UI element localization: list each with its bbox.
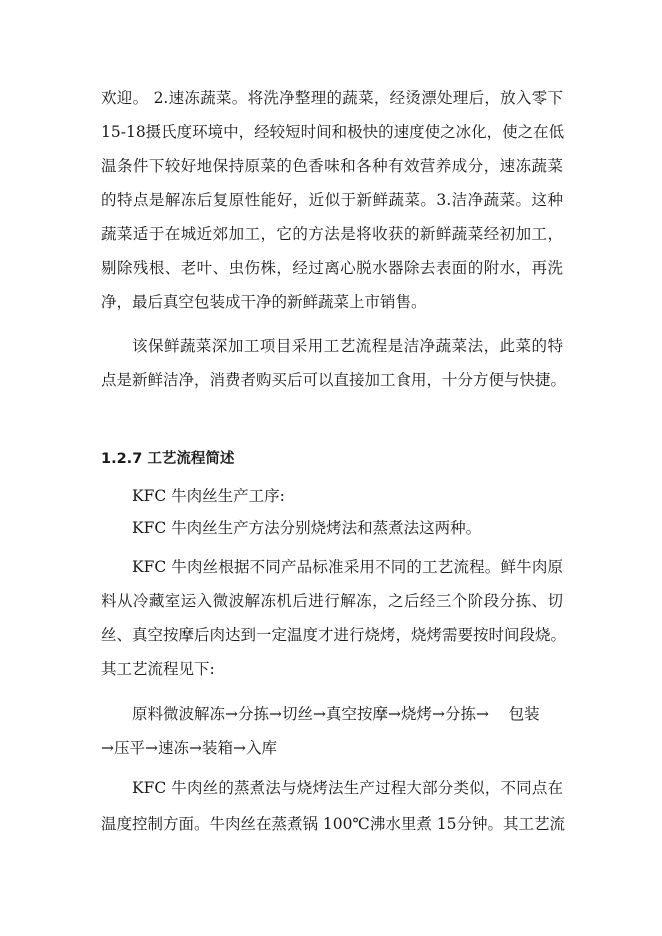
- paragraph-line: 丝、真空按摩后肉达到一定温度才进行烧烤，烧烤需要按时间段烧。: [101, 626, 567, 644]
- paragraph-line: 温条件下较好地保持原菜的色香味和各种有效营养成分，速冻蔬菜: [101, 157, 563, 175]
- flow-line: 原料微波解冻→分拣→切丝→真空按摩→烧烤→分拣→ 包装: [132, 705, 540, 723]
- paragraph-line: 料从冷藏室运入微波解冻机后进行解冻，之后经三个阶段分拣、切: [101, 592, 563, 610]
- paragraph-line: 点是新鲜洁净，消费者购买后可以直接加工食用，十分方便与快捷。: [101, 371, 567, 389]
- paragraph-line: KFC 牛肉丝的蒸煮法与烧烤法生产过程大部分类似，不同点在: [132, 779, 563, 797]
- paragraph-line: 的特点是解冻后复原性能好，近似于新鲜蔬菜。3.洁净蔬菜。这种: [101, 191, 563, 209]
- paragraph-line: 温度控制方面。牛肉丝在蒸煮锅 100℃沸水里煮 15分钟。其工艺流: [101, 815, 566, 833]
- paragraph-line: 净，最后真空包装成干净的新鲜蔬菜上市销售。: [101, 293, 427, 311]
- flow-line: →压平→速冻→装箱→入库: [101, 739, 277, 757]
- section-heading: 1.2.7 工艺流程简述: [101, 451, 235, 467]
- paragraph-line: 其工艺流程见下:: [101, 660, 215, 678]
- paragraph-line: KFC 牛肉丝生产工序:: [132, 487, 285, 505]
- paragraph-line: 剔除残根、老叶、虫伤株，经过离心脱水器除去表面的附水，再洗: [101, 259, 563, 277]
- paragraph-line: 蔬菜适于在城近郊加工，它的方法是将收获的新鲜蔬菜经初加工，: [101, 225, 563, 243]
- paragraph-line: KFC 牛肉丝生产方法分别烧烤法和蒸煮法这两种。: [132, 519, 482, 537]
- paragraph-line: KFC 牛肉丝根据不同产品标准采用不同的工艺流程。鲜牛肉原: [132, 558, 563, 576]
- paragraph-line: 欢迎。 2.速冻蔬菜。将洗净整理的蔬菜，经烫漂处理后，放入零下: [101, 89, 563, 107]
- paragraph-line: 15-18摄氏度环境中，经较短时间和极快的速度使之冰化，使之在低: [101, 123, 565, 141]
- paragraph-line: 该保鲜蔬菜深加工项目采用工艺流程是洁净蔬菜法，此菜的特: [132, 337, 563, 355]
